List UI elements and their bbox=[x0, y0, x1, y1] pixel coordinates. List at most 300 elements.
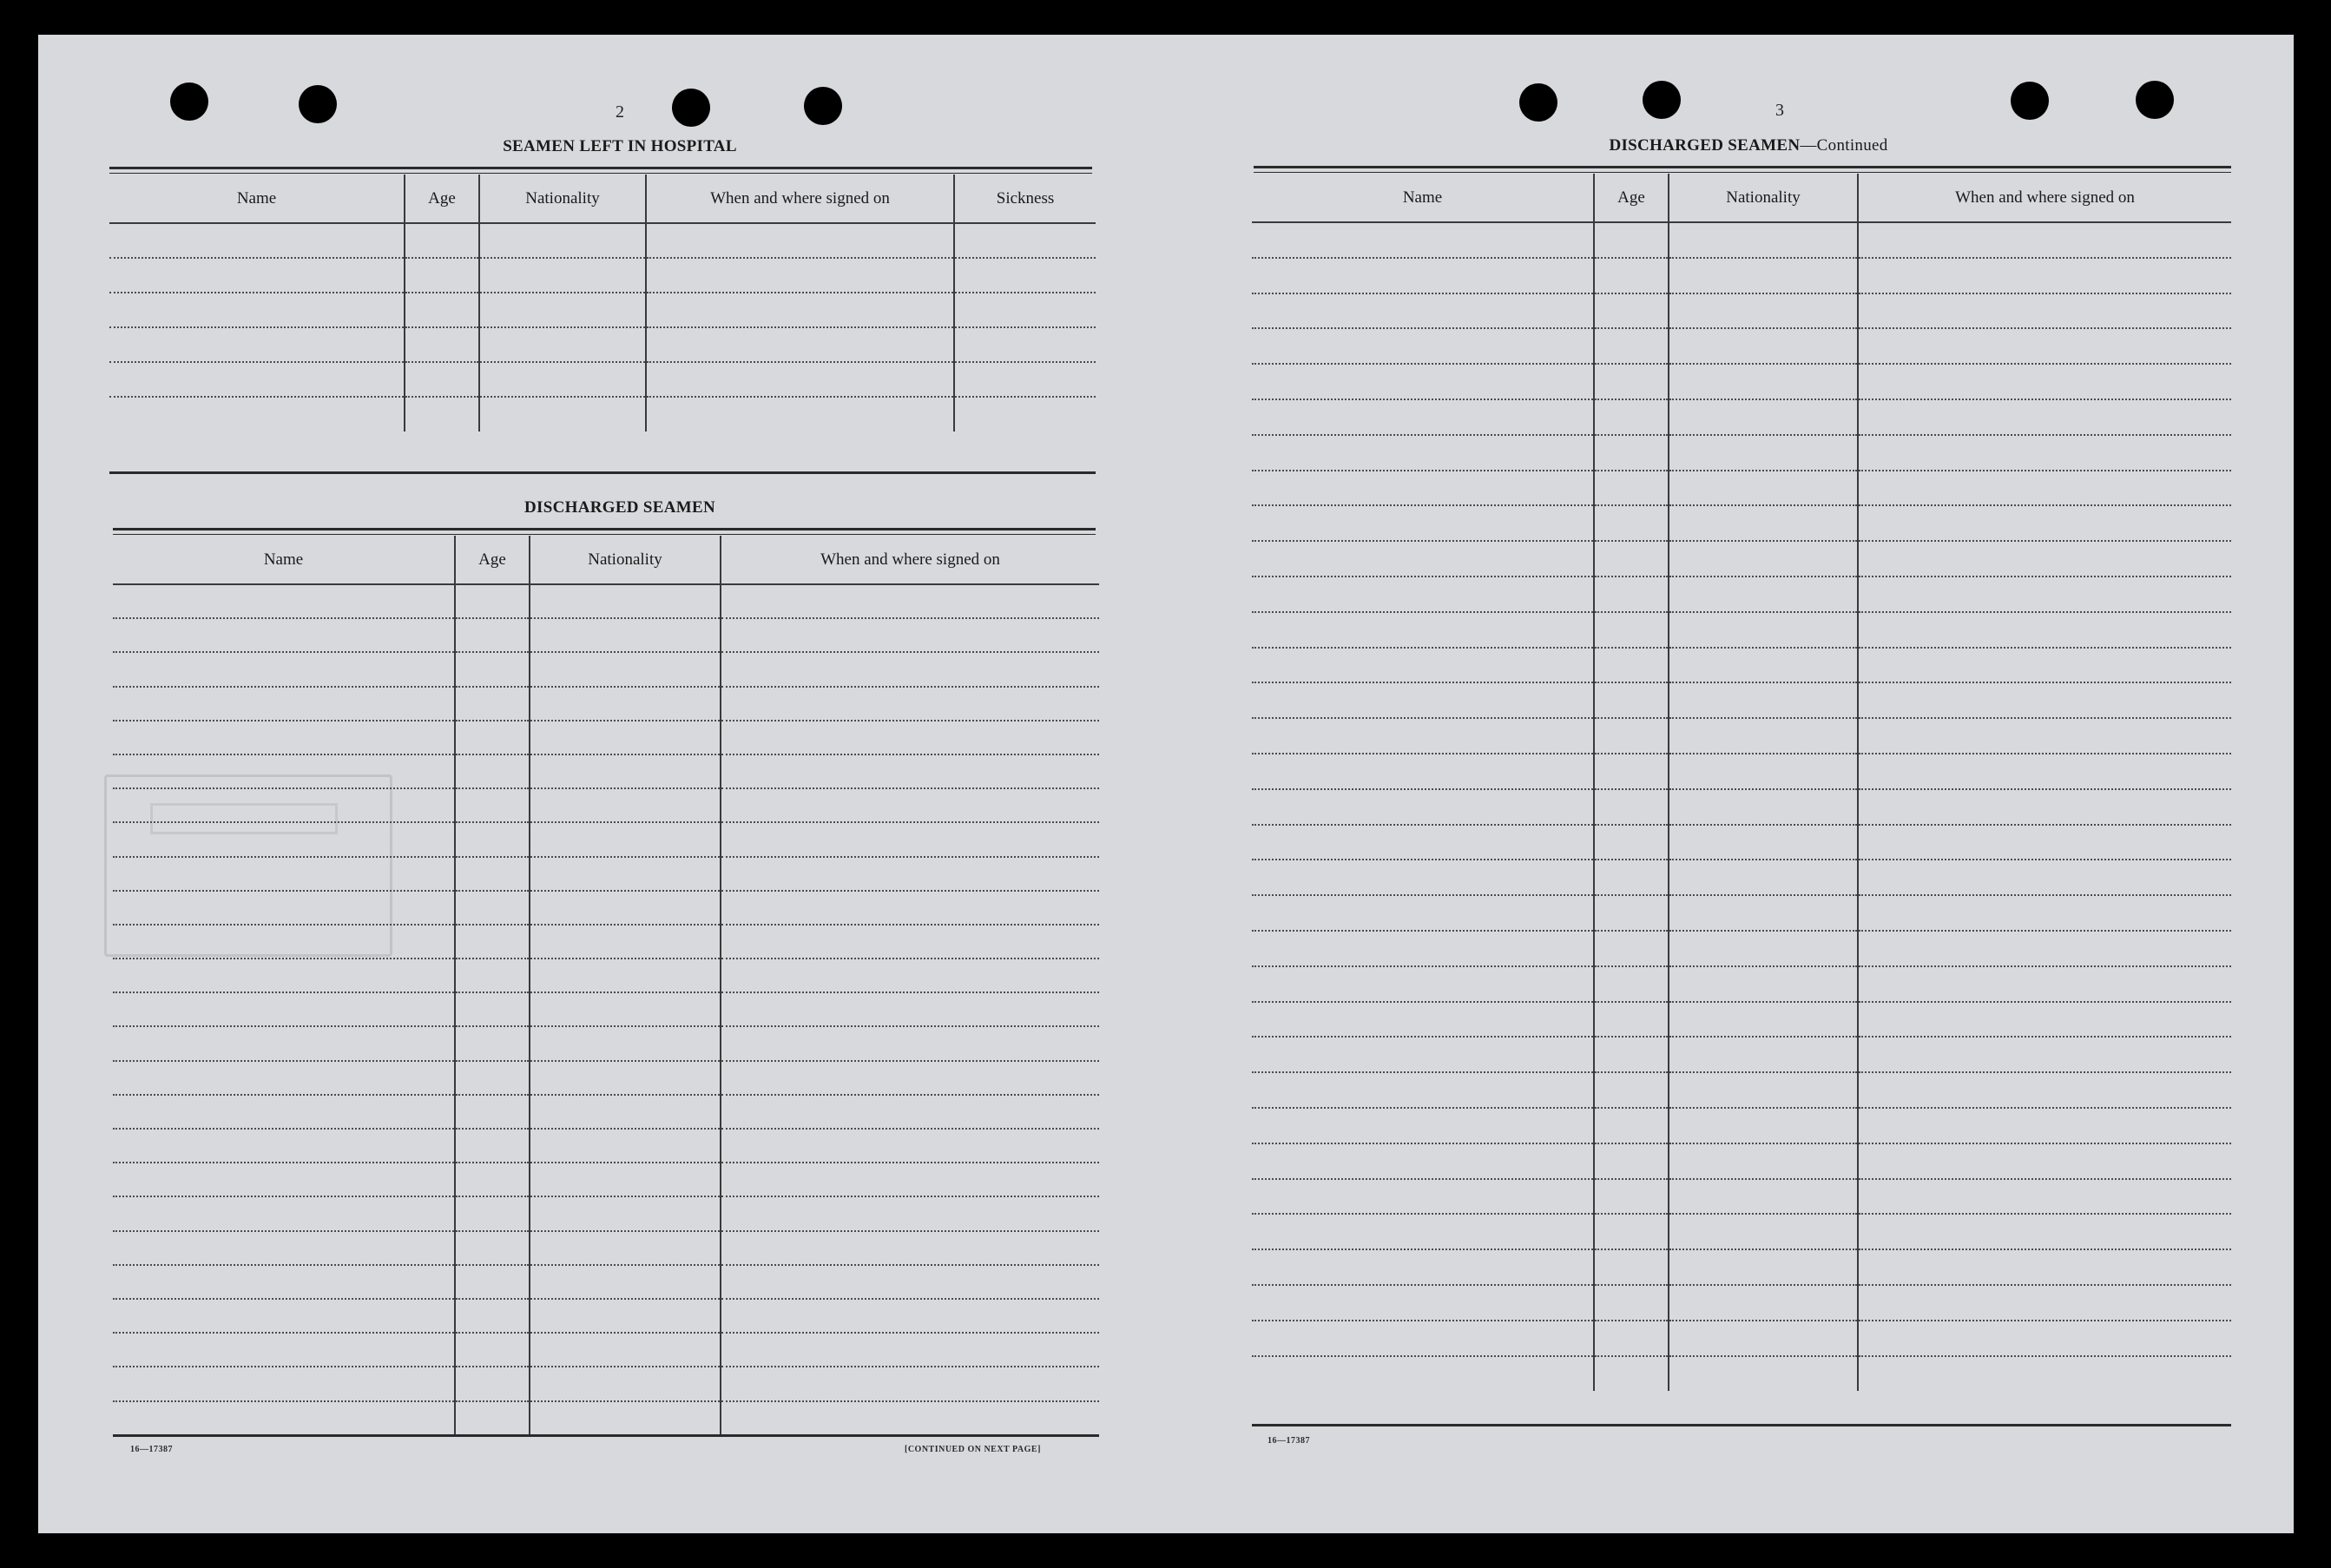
form-cell bbox=[455, 1196, 530, 1230]
hospital-rows bbox=[109, 223, 1096, 432]
form-cell bbox=[455, 822, 530, 856]
form-cell bbox=[113, 1026, 455, 1060]
form-cell bbox=[455, 959, 530, 992]
form-cell bbox=[113, 1231, 455, 1265]
col-header-sickness: Sickness bbox=[954, 175, 1096, 223]
form-cell bbox=[1252, 754, 1594, 789]
form-cell bbox=[1669, 1285, 1858, 1321]
form-cell bbox=[113, 754, 455, 788]
form-cell bbox=[1594, 435, 1669, 471]
form-cell bbox=[530, 1061, 721, 1095]
form-cell bbox=[721, 822, 1099, 856]
form-cell bbox=[530, 1231, 721, 1265]
form-cell bbox=[721, 925, 1099, 959]
form-cell bbox=[1858, 1285, 2231, 1321]
form-cell bbox=[1669, 648, 1858, 683]
form-cell bbox=[1669, 328, 1858, 364]
form-cell bbox=[1594, 682, 1669, 718]
form-row bbox=[1252, 471, 2231, 506]
form-cell bbox=[455, 1299, 530, 1333]
form-cell bbox=[455, 721, 530, 754]
form-cell bbox=[1858, 222, 2231, 258]
form-cell bbox=[1594, 931, 1669, 966]
form-cell bbox=[1858, 1143, 2231, 1179]
form-cell bbox=[455, 1163, 530, 1196]
form-cell bbox=[1858, 825, 2231, 860]
form-cell bbox=[1594, 1002, 1669, 1038]
form-cell bbox=[1594, 576, 1669, 612]
form-cell bbox=[113, 1367, 455, 1400]
form-cell bbox=[1252, 966, 1594, 1002]
form-cell bbox=[113, 721, 455, 754]
form-cell bbox=[1669, 1072, 1858, 1108]
form-row bbox=[1252, 1002, 2231, 1038]
form-cell bbox=[113, 1299, 455, 1333]
form-row bbox=[1252, 612, 2231, 648]
form-cell bbox=[1669, 471, 1858, 506]
form-cell bbox=[455, 1026, 530, 1060]
form-cell bbox=[530, 1401, 721, 1435]
form-cell bbox=[721, 1129, 1099, 1163]
col-header-signed-on: When and where signed on bbox=[646, 175, 954, 223]
form-row bbox=[1252, 576, 2231, 612]
form-cell bbox=[1252, 505, 1594, 541]
form-row bbox=[1252, 1179, 2231, 1215]
form-cell bbox=[455, 1265, 530, 1299]
discharged-section-title: DISCHARGED SEAMEN bbox=[524, 498, 715, 517]
form-row bbox=[113, 1163, 1099, 1196]
form-cell bbox=[1252, 1356, 1594, 1392]
form-cell bbox=[721, 1265, 1099, 1299]
form-cell bbox=[109, 397, 405, 432]
form-cell bbox=[1252, 648, 1594, 683]
form-cell bbox=[113, 788, 455, 822]
form-cell bbox=[1669, 1002, 1858, 1038]
form-cell bbox=[113, 857, 455, 891]
form-row bbox=[1252, 860, 2231, 895]
form-cell bbox=[1594, 789, 1669, 825]
form-cell bbox=[1252, 364, 1594, 399]
form-row bbox=[113, 1129, 1099, 1163]
form-row bbox=[1252, 1285, 2231, 1321]
form-cell bbox=[405, 258, 479, 293]
form-cell bbox=[1669, 1037, 1858, 1072]
form-cell bbox=[646, 258, 954, 293]
form-cell bbox=[1252, 576, 1594, 612]
form-row bbox=[1252, 258, 2231, 293]
form-cell bbox=[1858, 754, 2231, 789]
form-cell bbox=[113, 891, 455, 925]
form-cell bbox=[530, 1299, 721, 1333]
form-cell bbox=[1669, 258, 1858, 293]
form-cell bbox=[113, 992, 455, 1026]
col-header-nationality: Nationality bbox=[479, 175, 646, 223]
form-cell bbox=[530, 1367, 721, 1400]
discharged-title-main: DISCHARGED SEAMEN bbox=[1609, 136, 1801, 155]
form-cell bbox=[1669, 1214, 1858, 1249]
form-cell bbox=[1252, 1321, 1594, 1356]
form-row bbox=[1252, 648, 2231, 683]
form-cell bbox=[1594, 399, 1669, 435]
top-rule bbox=[109, 167, 1092, 169]
form-cell bbox=[405, 362, 479, 397]
form-row bbox=[113, 1061, 1099, 1095]
form-cell bbox=[455, 1129, 530, 1163]
form-cell bbox=[954, 258, 1096, 293]
form-cell bbox=[954, 362, 1096, 397]
form-cell bbox=[1858, 895, 2231, 931]
hospital-section-title: SEAMEN LEFT IN HOSPITAL bbox=[503, 137, 737, 155]
hospital-table bbox=[109, 175, 1096, 432]
form-cell bbox=[721, 1367, 1099, 1400]
col-header-age: Age bbox=[455, 536, 530, 584]
form-cell bbox=[1252, 931, 1594, 966]
form-cell bbox=[646, 327, 954, 362]
form-cell bbox=[530, 992, 721, 1026]
form-cell bbox=[455, 992, 530, 1026]
form-cell bbox=[1669, 931, 1858, 966]
form-cell bbox=[109, 223, 405, 258]
form-row bbox=[113, 584, 1099, 618]
form-cell bbox=[1252, 682, 1594, 718]
form-cell bbox=[954, 223, 1096, 258]
form-cell bbox=[1594, 1037, 1669, 1072]
right-page bbox=[1167, 35, 2294, 1533]
form-cell bbox=[1669, 612, 1858, 648]
form-cell bbox=[405, 327, 479, 362]
form-cell bbox=[113, 1129, 455, 1163]
form-number: 16—17387 bbox=[1268, 1436, 1310, 1446]
form-cell bbox=[1669, 364, 1858, 399]
form-row bbox=[113, 652, 1099, 686]
form-row bbox=[1252, 541, 2231, 576]
form-cell bbox=[1252, 1214, 1594, 1249]
form-row bbox=[1252, 399, 2231, 435]
form-cell bbox=[1669, 576, 1858, 612]
discharged-continued-title bbox=[1236, 136, 2261, 155]
form-cell bbox=[113, 652, 455, 686]
form-cell bbox=[1858, 860, 2231, 895]
form-cell bbox=[1252, 612, 1594, 648]
form-cell bbox=[721, 754, 1099, 788]
form-cell bbox=[1669, 1143, 1858, 1179]
form-row bbox=[113, 1095, 1099, 1129]
form-cell bbox=[530, 857, 721, 891]
top-rule bbox=[1254, 166, 2231, 168]
form-number: 16—17387 bbox=[130, 1445, 173, 1454]
form-cell bbox=[1669, 222, 1858, 258]
form-cell bbox=[1858, 612, 2231, 648]
form-row bbox=[113, 1026, 1099, 1060]
form-cell bbox=[721, 1026, 1099, 1060]
form-cell bbox=[113, 618, 455, 652]
form-cell bbox=[721, 721, 1099, 754]
form-cell bbox=[455, 1061, 530, 1095]
form-cell bbox=[455, 1095, 530, 1129]
right-bottom-rule bbox=[1252, 1424, 2231, 1426]
form-cell bbox=[1669, 754, 1858, 789]
form-cell bbox=[530, 1333, 721, 1367]
form-cell bbox=[455, 925, 530, 959]
form-cell bbox=[113, 1095, 455, 1129]
form-cell bbox=[1669, 718, 1858, 754]
form-cell bbox=[1669, 1108, 1858, 1143]
form-cell bbox=[109, 327, 405, 362]
form-cell bbox=[1669, 966, 1858, 1002]
form-cell bbox=[1594, 1356, 1669, 1392]
form-cell bbox=[954, 327, 1096, 362]
form-row bbox=[1252, 1108, 2231, 1143]
form-cell bbox=[1252, 328, 1594, 364]
form-cell bbox=[1858, 1179, 2231, 1215]
form-cell bbox=[1252, 860, 1594, 895]
form-cell bbox=[455, 891, 530, 925]
form-cell bbox=[479, 293, 646, 327]
form-cell bbox=[1669, 541, 1858, 576]
form-cell bbox=[1594, 1285, 1669, 1321]
form-row bbox=[109, 327, 1096, 362]
form-cell bbox=[721, 652, 1099, 686]
form-cell bbox=[1669, 825, 1858, 860]
form-cell bbox=[1858, 435, 2231, 471]
form-row bbox=[1252, 435, 2231, 471]
discharged-top-rule-thin bbox=[113, 534, 1096, 535]
form-row bbox=[1252, 1249, 2231, 1285]
form-cell bbox=[1594, 825, 1669, 860]
col-header-age: Age bbox=[1594, 174, 1669, 222]
form-cell bbox=[1858, 1356, 2231, 1392]
page-number: 3 bbox=[1775, 101, 1784, 120]
form-cell bbox=[455, 1401, 530, 1435]
form-row bbox=[1252, 293, 2231, 329]
form-row bbox=[1252, 1072, 2231, 1108]
form-row bbox=[113, 822, 1099, 856]
discharged-title-suffix: —Continued bbox=[1800, 136, 1888, 155]
form-row bbox=[1252, 895, 2231, 931]
form-cell bbox=[479, 362, 646, 397]
discharged-rows bbox=[113, 584, 1099, 1435]
form-cell bbox=[1594, 754, 1669, 789]
col-header-signed-on: When and where signed on bbox=[721, 536, 1099, 584]
form-cell bbox=[1594, 258, 1669, 293]
form-cell bbox=[1858, 293, 2231, 329]
form-cell bbox=[1594, 328, 1669, 364]
form-cell bbox=[113, 925, 455, 959]
form-cell bbox=[954, 293, 1096, 327]
discharged-top-rule bbox=[113, 528, 1096, 530]
form-row bbox=[113, 857, 1099, 891]
form-cell bbox=[113, 1163, 455, 1196]
form-row bbox=[1252, 1321, 2231, 1356]
form-cell bbox=[1252, 1179, 1594, 1215]
form-cell bbox=[113, 1401, 455, 1435]
form-row bbox=[1252, 789, 2231, 825]
form-cell bbox=[1252, 1285, 1594, 1321]
form-cell bbox=[1594, 222, 1669, 258]
form-cell bbox=[530, 618, 721, 652]
form-row bbox=[1252, 1356, 2231, 1392]
form-row bbox=[1252, 682, 2231, 718]
form-cell bbox=[113, 1333, 455, 1367]
form-cell bbox=[1858, 471, 2231, 506]
form-cell bbox=[113, 687, 455, 721]
form-cell bbox=[455, 788, 530, 822]
form-cell bbox=[1252, 222, 1594, 258]
form-cell bbox=[1594, 471, 1669, 506]
form-cell bbox=[530, 1163, 721, 1196]
form-cell bbox=[455, 857, 530, 891]
form-cell bbox=[721, 584, 1099, 618]
form-cell bbox=[1252, 1002, 1594, 1038]
form-row bbox=[113, 925, 1099, 959]
form-cell bbox=[1858, 682, 2231, 718]
form-cell bbox=[1858, 966, 2231, 1002]
form-cell bbox=[455, 1333, 530, 1367]
form-cell bbox=[1252, 258, 1594, 293]
form-cell bbox=[721, 687, 1099, 721]
col-header-nationality: Nationality bbox=[530, 536, 721, 584]
form-cell bbox=[1252, 1143, 1594, 1179]
form-cell bbox=[530, 1129, 721, 1163]
form-cell bbox=[1594, 718, 1669, 754]
form-cell bbox=[109, 258, 405, 293]
form-cell bbox=[455, 754, 530, 788]
form-cell bbox=[455, 652, 530, 686]
form-cell bbox=[1858, 1249, 2231, 1285]
form-cell bbox=[1594, 1214, 1669, 1249]
form-cell bbox=[721, 992, 1099, 1026]
form-cell bbox=[1858, 1214, 2231, 1249]
form-cell bbox=[455, 1231, 530, 1265]
form-cell bbox=[113, 822, 455, 856]
form-cell bbox=[721, 1196, 1099, 1230]
form-cell bbox=[1252, 471, 1594, 506]
form-cell bbox=[1252, 1108, 1594, 1143]
form-cell bbox=[405, 293, 479, 327]
continued-note: [CONTINUED ON NEXT PAGE] bbox=[905, 1445, 1041, 1454]
form-cell bbox=[479, 327, 646, 362]
form-cell bbox=[1858, 541, 2231, 576]
form-cell bbox=[113, 584, 455, 618]
form-cell bbox=[530, 891, 721, 925]
form-row bbox=[113, 1401, 1099, 1435]
form-cell bbox=[1594, 966, 1669, 1002]
form-cell bbox=[530, 754, 721, 788]
form-cell bbox=[1858, 1002, 2231, 1038]
col-header-signed-on: When and where signed on bbox=[1858, 174, 2231, 222]
form-cell bbox=[479, 397, 646, 432]
col-header-nationality: Nationality bbox=[1669, 174, 1858, 222]
form-cell bbox=[530, 1026, 721, 1060]
form-cell bbox=[646, 362, 954, 397]
left-bottom-rule bbox=[113, 1434, 1099, 1437]
form-cell bbox=[721, 1163, 1099, 1196]
form-row bbox=[113, 1231, 1099, 1265]
form-cell bbox=[1252, 293, 1594, 329]
form-cell bbox=[1252, 541, 1594, 576]
form-row bbox=[109, 397, 1096, 432]
form-row bbox=[113, 1367, 1099, 1400]
form-cell bbox=[455, 584, 530, 618]
form-cell bbox=[721, 857, 1099, 891]
form-cell bbox=[1594, 895, 1669, 931]
form-cell bbox=[1858, 258, 2231, 293]
form-cell bbox=[405, 397, 479, 432]
form-row bbox=[1252, 222, 2231, 258]
discharged-continued-table bbox=[1252, 174, 2231, 1391]
form-cell bbox=[1669, 293, 1858, 329]
form-cell bbox=[530, 721, 721, 754]
form-row bbox=[113, 788, 1099, 822]
form-cell bbox=[1594, 293, 1669, 329]
form-cell bbox=[479, 258, 646, 293]
form-row bbox=[113, 618, 1099, 652]
form-row bbox=[109, 223, 1096, 258]
form-cell bbox=[721, 1231, 1099, 1265]
col-header-age: Age bbox=[405, 175, 479, 223]
form-cell bbox=[646, 293, 954, 327]
form-row bbox=[1252, 328, 2231, 364]
form-cell bbox=[530, 788, 721, 822]
form-cell bbox=[1858, 1108, 2231, 1143]
form-cell bbox=[721, 1333, 1099, 1367]
form-row bbox=[113, 1265, 1099, 1299]
col-header-name: Name bbox=[109, 175, 405, 223]
form-cell bbox=[1669, 895, 1858, 931]
form-cell bbox=[530, 1265, 721, 1299]
form-cell bbox=[721, 788, 1099, 822]
form-cell bbox=[1858, 648, 2231, 683]
form-cell bbox=[479, 223, 646, 258]
form-cell bbox=[1669, 435, 1858, 471]
col-header-name: Name bbox=[113, 536, 455, 584]
form-cell bbox=[1669, 505, 1858, 541]
form-row bbox=[1252, 1143, 2231, 1179]
form-cell bbox=[455, 687, 530, 721]
form-cell bbox=[1594, 1072, 1669, 1108]
form-cell bbox=[1594, 1321, 1669, 1356]
form-cell bbox=[1858, 718, 2231, 754]
form-row bbox=[1252, 505, 2231, 541]
form-cell bbox=[1594, 364, 1669, 399]
form-cell bbox=[1669, 789, 1858, 825]
form-cell bbox=[1252, 895, 1594, 931]
form-cell bbox=[1252, 1249, 1594, 1285]
form-cell bbox=[1594, 612, 1669, 648]
form-row bbox=[1252, 825, 2231, 860]
form-cell bbox=[1252, 718, 1594, 754]
form-cell bbox=[721, 891, 1099, 925]
form-cell bbox=[1594, 1143, 1669, 1179]
form-cell bbox=[1858, 1321, 2231, 1356]
form-row bbox=[109, 362, 1096, 397]
form-cell bbox=[109, 293, 405, 327]
form-cell bbox=[721, 1095, 1099, 1129]
form-cell bbox=[1252, 825, 1594, 860]
form-row bbox=[113, 1196, 1099, 1230]
form-cell bbox=[113, 1061, 455, 1095]
discharged-table bbox=[113, 536, 1099, 1435]
form-cell bbox=[721, 1061, 1099, 1095]
form-cell bbox=[455, 1367, 530, 1400]
form-cell bbox=[646, 223, 954, 258]
form-cell bbox=[1669, 1356, 1858, 1392]
form-cell bbox=[954, 397, 1096, 432]
form-row bbox=[109, 258, 1096, 293]
form-cell bbox=[530, 652, 721, 686]
form-row bbox=[113, 687, 1099, 721]
form-cell bbox=[1594, 541, 1669, 576]
